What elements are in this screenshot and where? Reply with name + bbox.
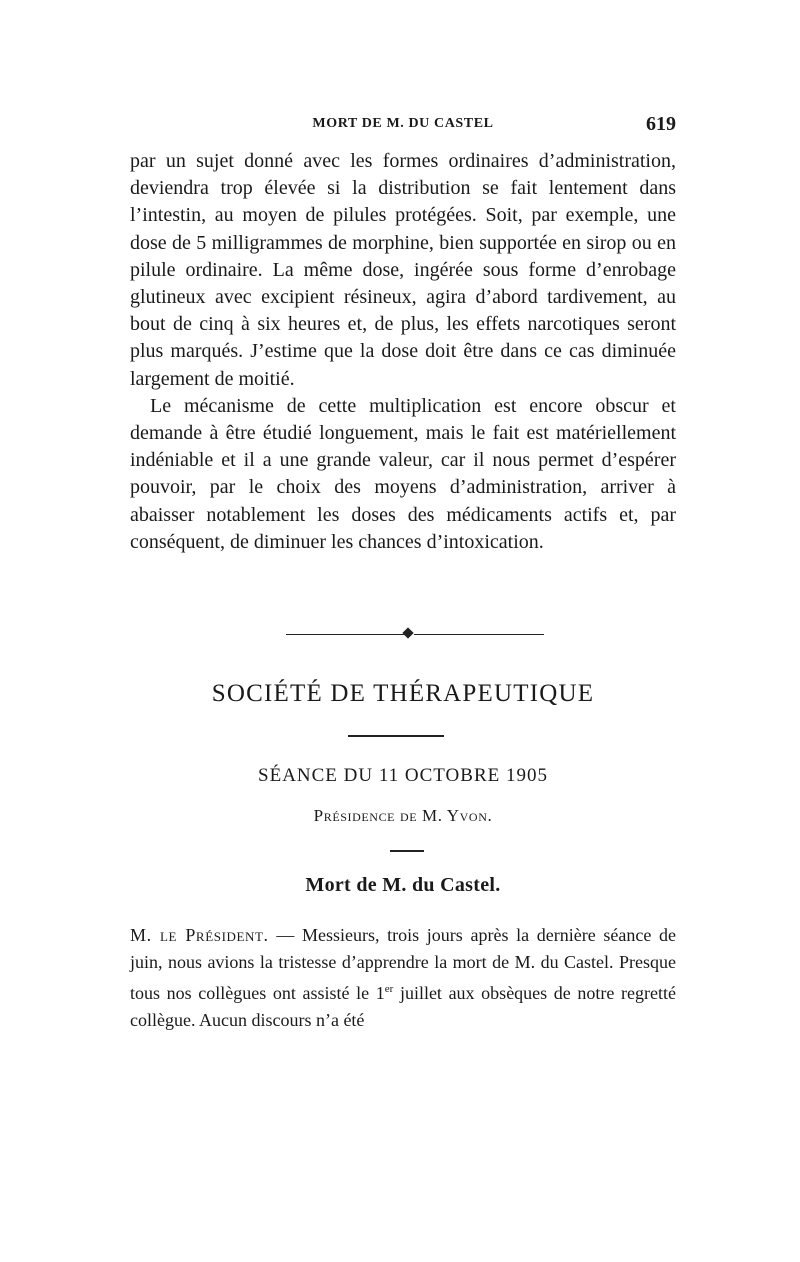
paragraph: Le mécanisme de cette multiplication est encore obscur et demande à être étudié longuement, mais le fait est matériellement indéniable et il a une grande valeur, car il nous permet d’espérer pouvoir, par le choix des moyens d’administration, arriver à abaisser notablement les doses des médicaments actifs et, par conséquent, de diminuer les chances d’intoxication. bbox=[130, 394, 676, 553]
date-day: 1 bbox=[375, 983, 385, 1003]
date-suffix: er bbox=[384, 983, 394, 995]
page-number: 619 bbox=[646, 113, 676, 135]
speech-paragraph bbox=[130, 922, 676, 1034]
body-text bbox=[130, 148, 676, 556]
speech-body: — Messieurs, trois jours après la dernière séance de juin, nous avions la tristesse d’apprendre la mort de M. du Castel. Presque tous nos collègues ont assisté le bbox=[130, 925, 676, 1003]
running-title: MORT DE M. DU CASTEL bbox=[312, 116, 494, 131]
presidence-line: Présidence de M. Yvon. bbox=[313, 806, 493, 825]
title-rule bbox=[348, 735, 444, 737]
ornament-line-left bbox=[286, 634, 404, 635]
ornament-divider bbox=[286, 627, 544, 643]
seance-heading: SÉANCE DU 11 OCTOBRE 1905 bbox=[258, 765, 548, 786]
running-header bbox=[130, 113, 676, 140]
paragraph: par un sujet donné avec les formes ordinaires d’administration, deviendra trop élevée si la distribution se fait lentement dans l’intestin, au moyen de pilules protégées. Soit, par exemple, une dose de 5 milligrammes de morphine, bien supportée en sirop ou en pilule ordinaire. La même dose, ingérée sous forme d’enrobage glutineux avec excipient résineux, agira d’abord tardivement, au bout de cinq à six heures et, de plus, les effets narcotiques seront plus marqués. J’estime que la dose doit être dans ce cas diminuée largement de moitié. bbox=[130, 150, 676, 390]
section-rule bbox=[390, 850, 424, 852]
speech-body-end: juillet aux obsèques de notre regretté collègue. Aucun discours n’a été bbox=[130, 983, 676, 1030]
section-title: Mort de M. du Castel. bbox=[305, 874, 501, 896]
ornament-line-right bbox=[414, 634, 544, 635]
society-title: SOCIÉTÉ DE THÉRAPEUTIQUE bbox=[211, 680, 595, 707]
diamond-ornament-icon bbox=[402, 627, 413, 638]
speaker-name: M. le Président. bbox=[130, 925, 269, 945]
speech-text bbox=[130, 922, 676, 1034]
